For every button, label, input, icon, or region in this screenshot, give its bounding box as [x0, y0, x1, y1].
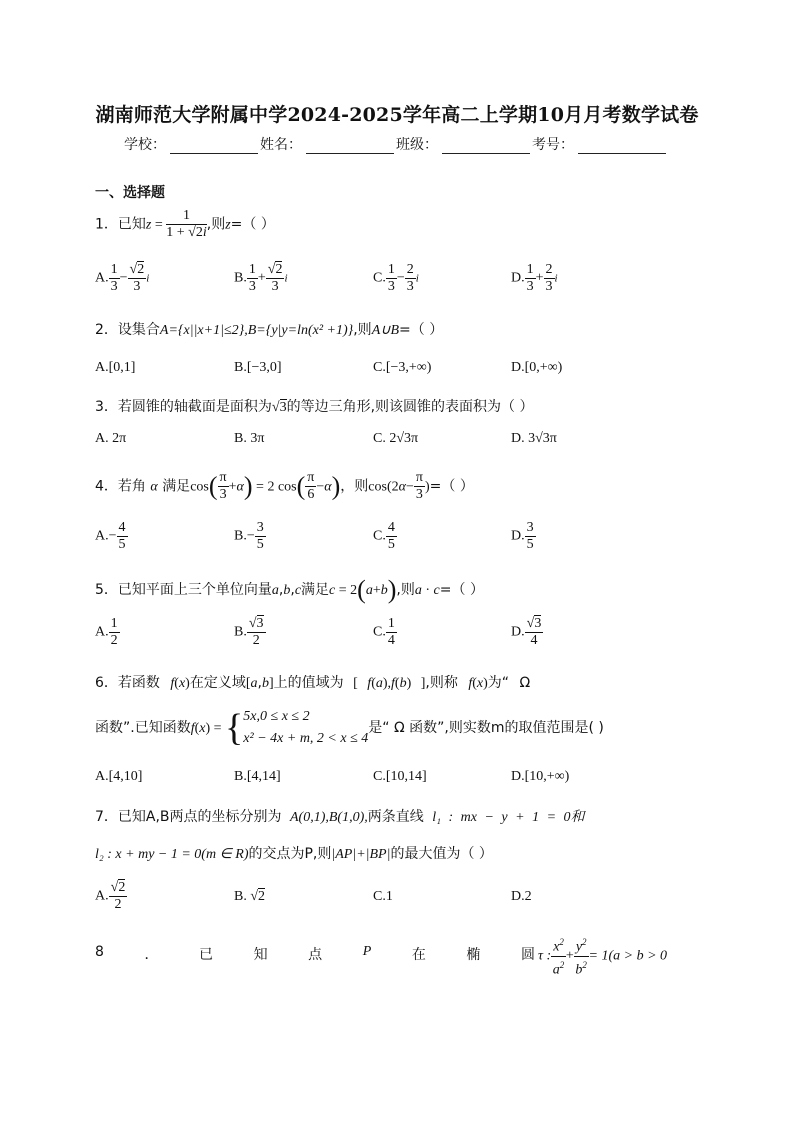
q1-intro: 1．已知	[95, 216, 146, 233]
question-4: 4．若角 α 满足cos( $\frac{\pi}{3}$ +α) = 2 cos( $\frac{\pi}{6}$ −α)，则cos(2α− $\frac{\pi}{3}$ )=（ ）	[95, 470, 474, 502]
q6-option-a[interactable]: A.[4,10]	[95, 769, 143, 784]
school-field[interactable]	[170, 139, 258, 154]
q4-option-a[interactable]: A.− $\frac{4}{5}$	[95, 520, 126, 552]
q7-option-d[interactable]: D.2	[511, 889, 532, 904]
q2-union: A∪B	[371, 323, 400, 338]
q2-set-a: A={x||x+1|≤2}	[159, 323, 245, 338]
question-6-line-2: 函数”.已知函数f(x) = { 5x,0 ≤ x ≤ 2 x² − 4x + m, 2 < x ≤ 4 是“ Ω 函数”,则实数m的取值范围是( )	[95, 707, 604, 749]
q1-mid: ,则	[206, 216, 226, 233]
q7-option-c[interactable]: C.1	[373, 889, 393, 904]
school-label: 学校：	[124, 137, 166, 153]
q2-option-c[interactable]: C.[−3,+∞)	[373, 360, 432, 375]
q1-tail: =（ ）	[230, 216, 275, 233]
q1-option-d[interactable]: D. $\frac{1}{3}$ + $\frac{2}{3}$ i	[511, 262, 558, 294]
q3-option-a[interactable]: A. 2π	[95, 431, 127, 446]
question-7-line-1: 7．已知A,B两点的坐标分别为 A(0,1),B(1,0),两条直线 l₁ : mx − y + 1 = 0和	[95, 809, 585, 825]
question-2: 2．设集合A={x||x+1|≤2},B={y|y=ln(x² +1)},则A∪B=（ ）	[95, 322, 444, 338]
id-field[interactable]	[578, 139, 666, 154]
q6-option-d[interactable]: D.[10,+∞)	[511, 769, 570, 784]
q2-option-b[interactable]: B.[−3,0]	[234, 360, 282, 375]
id-label: 考号：	[532, 137, 574, 153]
question-8-line-1: 8 ． 已 知 点 P 在 椭 圆	[95, 944, 535, 963]
q5-option-a[interactable]: A. $\frac{1}{2}$	[95, 616, 118, 648]
q4-option-d[interactable]: D. $\frac{3}{5}$	[511, 520, 534, 552]
q6-case-2: x² − 4x + m, 2 < x ≤ 4	[243, 731, 369, 746]
q5-option-d[interactable]: D. $\frac{√3}{4}$	[511, 616, 542, 648]
q1-option-b[interactable]: B. $\frac{1}{3}$ + $\frac{√2}{3}$ i	[234, 262, 288, 294]
q7-option-a[interactable]: A. $\frac{√2}{2}$	[95, 880, 126, 912]
q6-option-c[interactable]: C.[10,14]	[373, 769, 427, 784]
class-field[interactable]	[442, 139, 530, 154]
q2-set-b: ,B={y|y=ln(x² +1)}	[244, 323, 354, 338]
q7-option-b[interactable]: B. √2	[234, 889, 266, 904]
q1-option-a[interactable]: A. $\frac{1}{3}$ − $\frac{√2}{3}$ i	[95, 262, 150, 294]
question-5: 5．已知平面上三个单位向量a,b,c满足c = 2(a+b),则a · c=（ ）	[95, 575, 484, 604]
q8-ellipse-equation: τ : $\frac{x^2}{a^2}$ + $\frac{y^2}{b^2}$ = 1(a > b > 0	[538, 934, 667, 978]
q2-option-a[interactable]: A.[0,1]	[95, 360, 136, 375]
page-title: 湖南师范大学附属中学2024-2025学年高二上学期10月月考数学试卷	[95, 104, 699, 126]
q3-option-c[interactable]: C. 2√3π	[373, 431, 419, 446]
question-1: 1．已知z = $\frac{1}{1 + √2i}$ ,则z=（ ）	[95, 208, 275, 240]
class-label: 班级：	[396, 137, 438, 153]
q6-case-1: 5x,0 ≤ x ≤ 2	[243, 709, 310, 724]
q5-option-c[interactable]: C. $\frac{1}{4}$	[373, 616, 395, 648]
q1-option-c[interactable]: C. $\frac{1}{3}$ − $\frac{2}{3}$ i	[373, 262, 419, 294]
q4-option-b[interactable]: B.− $\frac{3}{5}$	[234, 520, 264, 552]
name-label: 姓名：	[260, 137, 302, 153]
student-info-line	[124, 134, 668, 154]
q1-fraction: $\frac{1}{1 + √2i}$	[166, 208, 207, 240]
q5-option-b[interactable]: B. $\frac{√3}{2}$	[234, 616, 264, 648]
q6-option-b[interactable]: B.[4,14]	[234, 769, 281, 784]
section-title: 一、选择题	[95, 185, 165, 201]
question-6-line-1: 6．若函数 f(x)在定义域[a,b]上的值域为 [ f(a),f(b) ],则称 f(x)为“ Ω	[95, 675, 531, 691]
q4-option-c[interactable]: C. $\frac{4}{5}$	[373, 520, 395, 552]
question-7-line-2: l₂ : x + my − 1 = 0(m ∈ R)的交点为P,则|AP|+|BP|的最大值为（ ）	[95, 846, 493, 862]
q2-option-d[interactable]: D.[0,+∞)	[511, 360, 563, 375]
question-3: 3．若圆锥的轴截面是面积为√3的等边三角形,则该圆锥的表面积为（ ）	[95, 399, 534, 415]
name-field[interactable]	[306, 139, 394, 154]
q3-option-b[interactable]: B. 3π	[234, 431, 265, 446]
q3-option-d[interactable]: D. 3√3π	[511, 431, 557, 446]
